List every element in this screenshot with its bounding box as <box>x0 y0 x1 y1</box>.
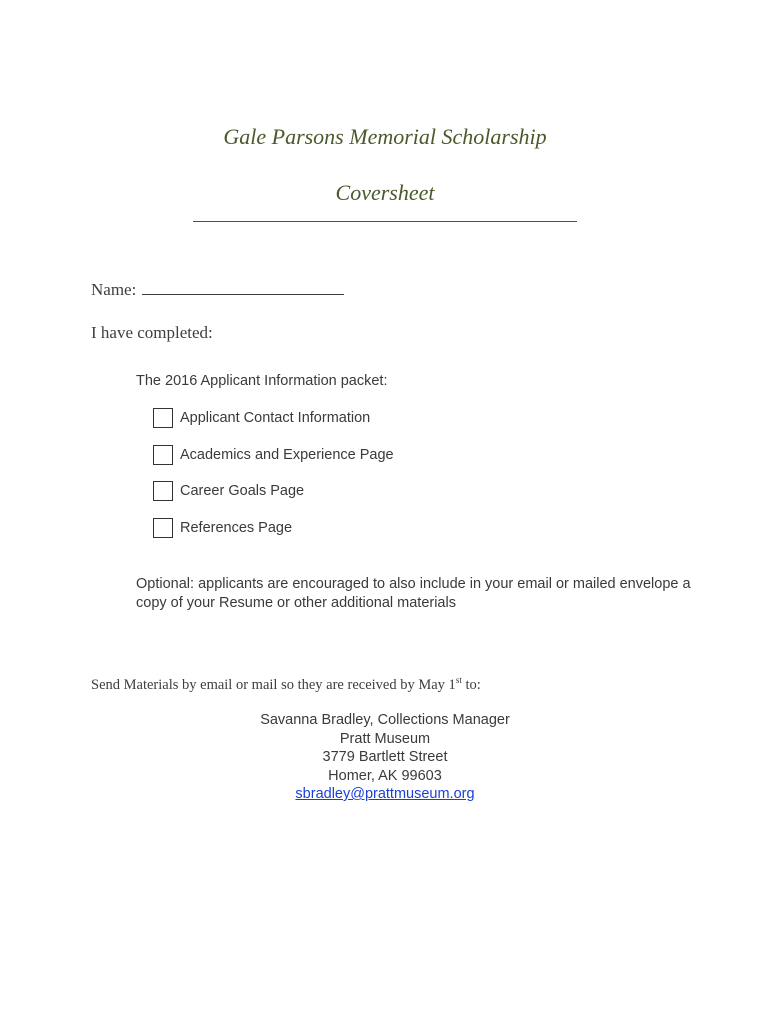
contact-city: Homer, AK 99603 <box>328 767 442 784</box>
checklist <box>153 407 394 554</box>
name-blank-line[interactable] <box>142 280 344 295</box>
checkbox[interactable] <box>153 445 173 465</box>
name-label: Name: <box>91 280 137 299</box>
completed-heading: I have completed: <box>91 323 213 342</box>
checkbox[interactable] <box>153 518 173 538</box>
checkbox[interactable] <box>153 408 173 428</box>
checkbox[interactable] <box>153 481 173 501</box>
checklist-item-label: Career Goals Page <box>180 483 305 500</box>
document-subtitle: Coversheet <box>335 180 435 205</box>
send-text-end: to: <box>461 676 481 693</box>
optional-note: Optional: applicants are encouraged to also include in your email or mailed envelope a copy of your Resume or other additional materials <box>136 576 691 611</box>
checklist-item-label: Academics and Experience Page <box>180 446 394 463</box>
contact-address <box>0 711 770 804</box>
contact-street: 3779 Bartlett Street <box>322 749 448 765</box>
checklist-item <box>153 517 394 554</box>
send-instructions <box>91 675 481 694</box>
checklist-item <box>153 444 394 481</box>
packet-heading: The 2016 Applicant Information packet: <box>136 373 388 389</box>
checklist-item-label: Applicant Contact Information <box>180 410 371 426</box>
contact-name: Savanna Bradley, Collections Manager <box>260 712 510 728</box>
title-divider <box>193 221 577 222</box>
contact-organization: Pratt Museum <box>339 730 431 747</box>
name-field-row <box>91 280 344 300</box>
document-title: Gale Parsons Memorial Scholarship <box>223 124 547 149</box>
send-text: Send Materials by email or mail so they are received by May 1 <box>91 676 456 693</box>
checklist-item-label: References Page <box>180 520 293 537</box>
send-superscript: st <box>455 675 462 685</box>
checklist-item <box>153 407 394 444</box>
contact-email-link[interactable]: sbradley@prattmuseum.org <box>295 786 475 802</box>
checklist-item <box>153 480 394 517</box>
